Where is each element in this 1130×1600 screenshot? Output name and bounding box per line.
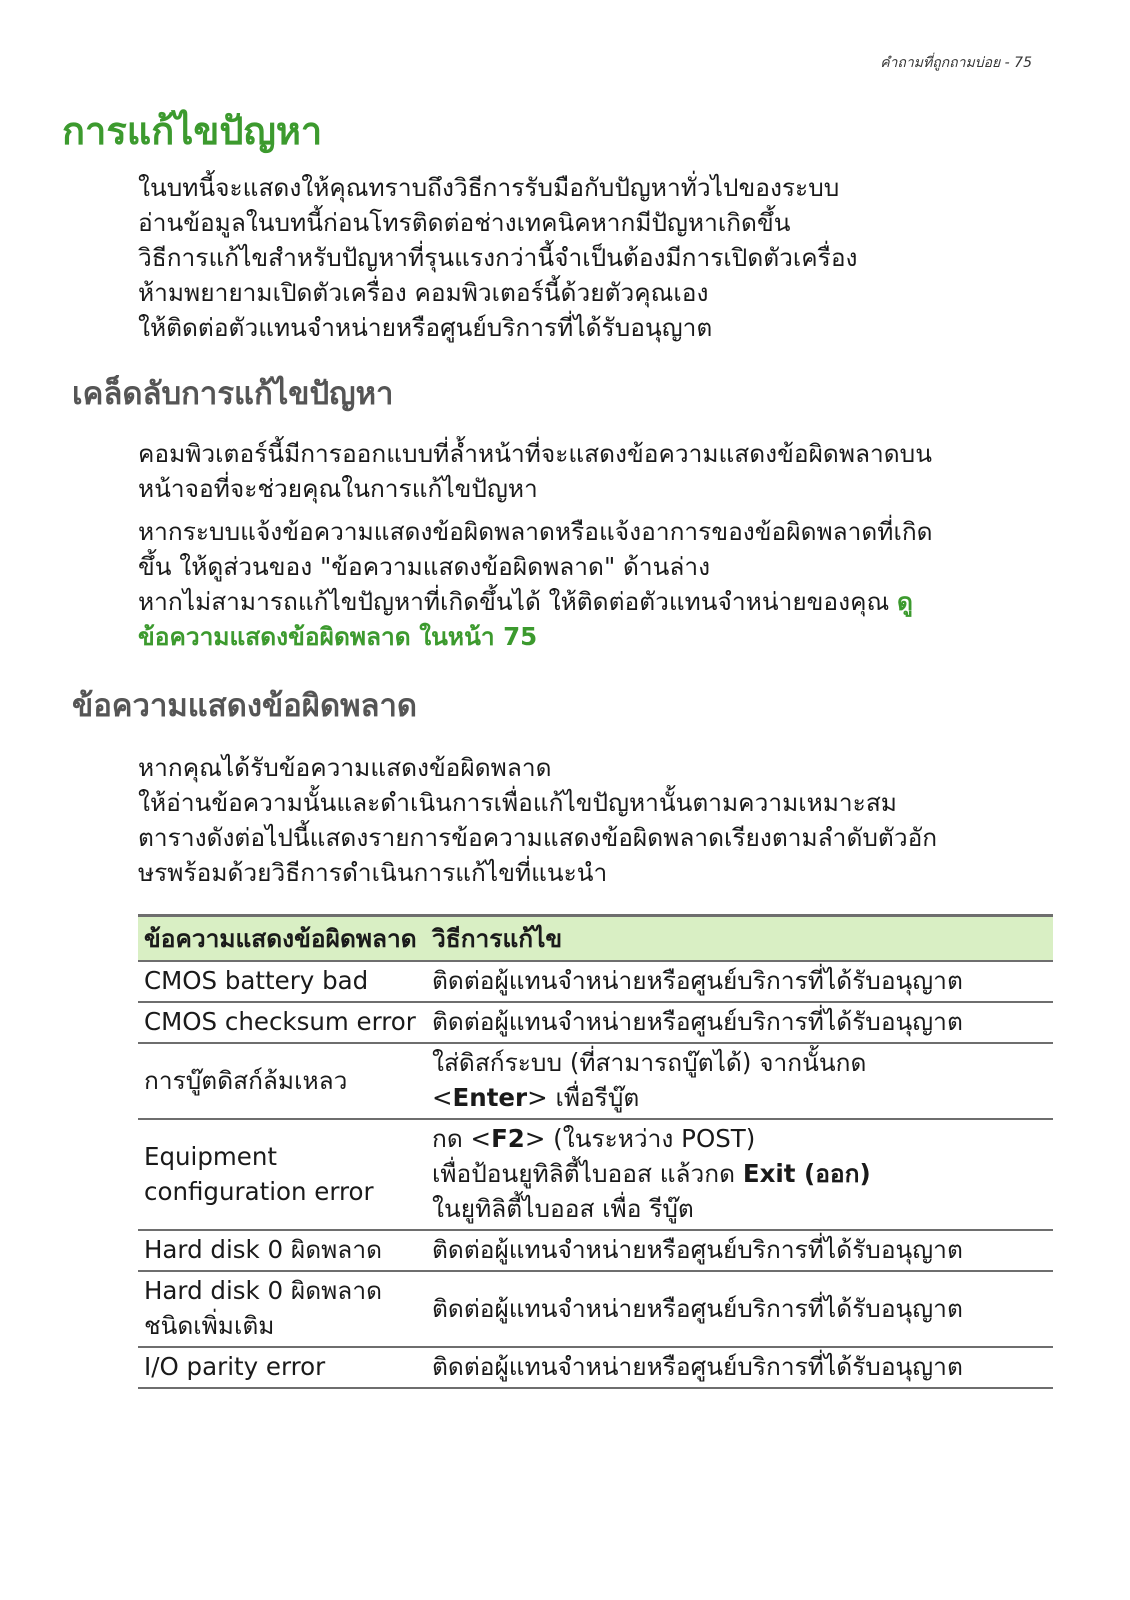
key-name: Exit (ออก) xyxy=(742,1159,871,1188)
errors-intro-line: ตารางดังต่อไปนี้แสดงรายการข้อความแสดงข้อผิดพลาดเรียงตามลำดับตัวอัก xyxy=(138,823,938,852)
tips-line: หากระบบแจ้งข้อความแสดงข้อผิดพลาดหรือแจ้งอาการของข้อผิดพลาดที่เกิด xyxy=(138,517,933,546)
tips-line: คอมพิวเตอร์นี้มีการออกแบบที่ล้ำหน้าที่จะแสดงข้อความแสดงข้อผิดพลาดบน xyxy=(138,439,932,468)
tips-text: หากไม่สามารถแก้ไขปัญหาที่เกิดขึ้นได้ ให้ติดต่อตัวแทนจำหน่ายของคุณ xyxy=(138,587,898,616)
table-row xyxy=(138,1043,1053,1119)
action-line: ในยูทิลิตี้ไบออส เพื่อ รีบู๊ต xyxy=(432,1194,694,1223)
intro-line: อ่านข้อมูลในบทนี้ก่อนโทรติดต่อช่างเทคนิคหากมีปัญหาเกิดขึ้น xyxy=(138,208,791,237)
table-row xyxy=(138,1002,1053,1043)
column-header-message: ข้อความแสดงข้อผิดพลาด xyxy=(138,916,426,962)
action-line xyxy=(432,1156,1047,1191)
corrective-action-cell: ติดต่อผู้แทนจำหน่ายหรือศูนย์บริการที่ได้รับอนุญาต xyxy=(426,961,1053,1002)
tips-line xyxy=(138,619,1038,654)
corrective-action-cell: ติดต่อผู้แทนจำหน่ายหรือศูนย์บริการที่ได้รับอนุญาต xyxy=(426,1347,1053,1388)
tips-line: ขึ้น ให้ดูส่วนของ "ข้อความแสดงข้อผิดพลาด" ด้านล่าง xyxy=(138,552,711,581)
errors-intro-paragraph xyxy=(138,750,1038,890)
table-row xyxy=(138,1347,1053,1388)
table-row xyxy=(138,1230,1053,1271)
key-bracket: < xyxy=(432,1083,453,1112)
action-text: กด < xyxy=(432,1124,492,1153)
error-message-cell: CMOS checksum error xyxy=(138,1002,426,1043)
table-row xyxy=(138,961,1053,1002)
error-messages-heading: ข้อความแสดงข้อผิดพลาด xyxy=(72,688,418,724)
corrective-action-cell xyxy=(426,1043,1053,1119)
corrective-action-cell: ติดต่อผู้แทนจำหน่ายหรือศูนย์บริการที่ได้รับอนุญาต xyxy=(426,1002,1053,1043)
error-messages-link[interactable]: ดู xyxy=(897,587,913,616)
tips-heading: เคล็ดลับการแก้ไขปัญหา xyxy=(72,376,394,412)
error-messages-table xyxy=(138,914,1053,1389)
column-header-action: วิธีการแก้ไข xyxy=(426,916,1053,962)
key-name: Enter xyxy=(452,1083,528,1112)
running-head: คำถามที่ถูกถามบ่อย - 75 xyxy=(880,55,1032,71)
error-messages-page-link[interactable]: ข้อความแสดงข้อผิดพลาด ในหน้า 75 xyxy=(138,622,538,651)
errors-intro-line: หากคุณได้รับข้อความแสดงข้อผิดพลาด xyxy=(138,753,552,782)
error-message-cell: Hard disk 0 ผิดพลาดชนิดเพิ่มเติม xyxy=(138,1271,426,1347)
corrective-action-cell: ติดต่อผู้แทนจำหน่ายหรือศูนย์บริการที่ได้รับอนุญาต xyxy=(426,1271,1053,1347)
intro-line: ห้ามพยายามเปิดตัวเครื่อง คอมพิวเตอร์นี้ด้วยตัวคุณเอง xyxy=(138,278,709,307)
action-line xyxy=(432,1080,1047,1115)
action-text: เพื่อป้อนยูทิลิตี้ไบออส แล้วกด xyxy=(432,1159,743,1188)
table-row xyxy=(138,1271,1053,1347)
table-header-row xyxy=(138,916,1053,962)
intro-line: วิธีการแก้ไขสำหรับปัญหาที่รุนแรงกว่านี้จำเป็นต้องมีการเปิดตัวเครื่อง xyxy=(138,243,858,272)
error-message-cell: Equipment configuration error xyxy=(138,1119,426,1230)
tips-paragraph-1 xyxy=(138,436,1038,506)
error-message-cell: I/O parity error xyxy=(138,1347,426,1388)
error-message-cell: การบู๊ตดิสก์ล้มเหลว xyxy=(138,1043,426,1119)
tips-line xyxy=(138,584,1038,619)
page-title: การแก้ไขปัญหา xyxy=(62,109,323,153)
intro-line: ให้ติดต่อตัวแทนจำหน่ายหรือศูนย์บริการที่ได้รับอนุญาต xyxy=(138,313,713,342)
action-line: ใส่ดิสก์ระบบ (ที่สามารถบู๊ตได้) จากนั้นกด xyxy=(432,1048,867,1077)
intro-paragraph xyxy=(138,170,1038,345)
table-row xyxy=(138,1119,1053,1230)
errors-intro-line: ษรพร้อมด้วยวิธีการดำเนินการแก้ไขที่แนะนำ xyxy=(138,858,608,887)
error-message-cell: Hard disk 0 ผิดพลาด xyxy=(138,1230,426,1271)
tips-paragraph-2 xyxy=(138,514,1038,584)
corrective-action-cell: ติดต่อผู้แทนจำหน่ายหรือศูนย์บริการที่ได้รับอนุญาต xyxy=(426,1230,1053,1271)
tips-paragraph-3 xyxy=(138,584,1038,654)
action-text: > เพื่อรีบู๊ต xyxy=(527,1083,640,1112)
corrective-action-cell xyxy=(426,1119,1053,1230)
errors-intro-line: ให้อ่านข้อความนั้นและดำเนินการเพื่อแก้ไขปัญหานั้นตามความเหมาะสม xyxy=(138,788,897,817)
action-line xyxy=(432,1121,1047,1156)
action-text: > (ในระหว่าง POST) xyxy=(524,1124,756,1153)
error-message-cell: CMOS battery bad xyxy=(138,961,426,1002)
intro-line: ในบทนี้จะแสดงให้คุณทราบถึงวิธีการรับมือกับปัญหาทั่วไปของระบบ xyxy=(138,173,840,202)
tips-line: หน้าจอที่จะช่วยคุณในการแก้ไขปัญหา xyxy=(138,474,538,503)
key-name: F2 xyxy=(491,1124,525,1153)
